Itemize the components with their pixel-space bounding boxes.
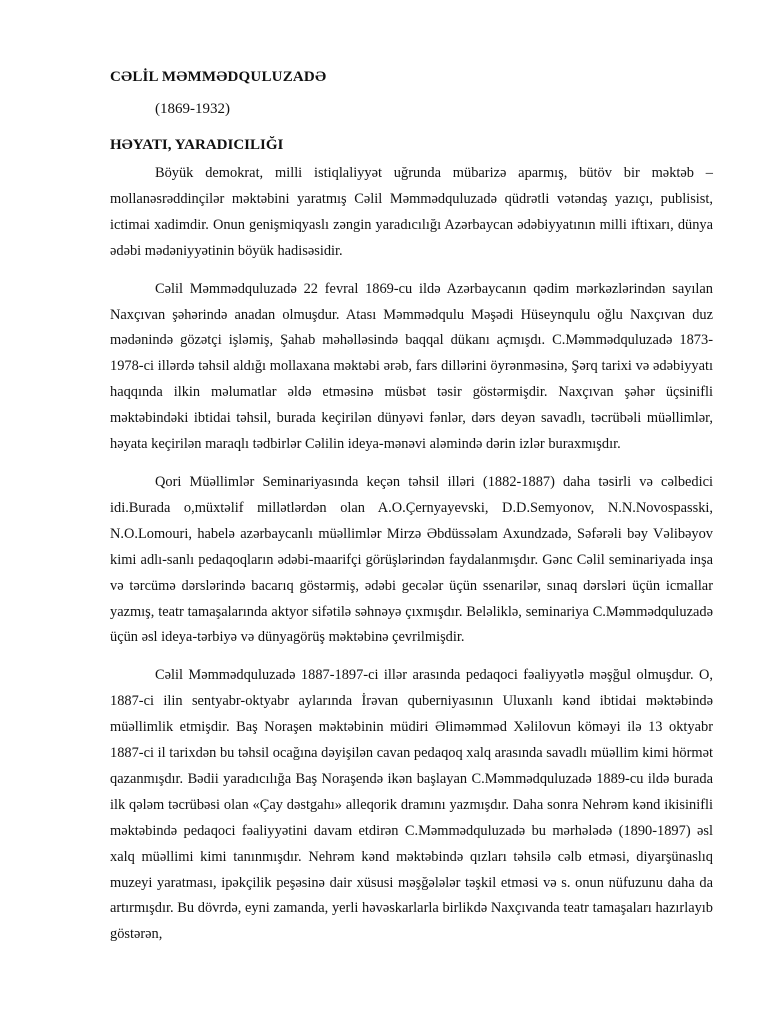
paragraph-seminary: Qori Müəllimlər Seminariyasında keçən təhsil illəri (1882-1887) daha təsirli və cəlbedici idi.Burada o,müxtəlif millətlərdən olan A.O.Çernyayevski, D.D.Semyonov, N.N.Novospasski, N.O.Lomouri, habelə azərbaycanlı müəllimlər Mirzə Əbdüssəlam Axundzadə, Səfərəli bəy Vəlibəyov kimi adlı-sanlı pedaqoqların ədəbi-maarifçi görüşlərindən faydalanmışdır. Gənc Cəlil seminariyada inşa və tərcümə dərslərində bacarıq göstərmiş, ədəbi gecələr üçün ssenarilər, sınaq dərsləri üçün icmallar yazmış, teatr tamaşalarında aktyor sifətilə səhnəyə çıxmışdır. Beləliklə, seminariya C.Məmmədquluzadə üçün əsl ideya-tərbiyə və dünyagörüş məktəbinə çevrilmişdir. (110, 473, 713, 646)
section-heading: HƏYATI, YARADICILIĞI (110, 137, 284, 153)
document-page (110, 60, 713, 960)
paragraph-birth: Cəlil Məmmədquluzadə 22 fevral 1869-cu ildə Azərbaycanın qədim mərkəzlərindən sayılan Naxçıvan şəhərində anadan olmuşdur. Atası Məmmədqulu Məşədi Hüseynqulu oğlu Naxçıvan duz mədənində gözətçi işləmiş, Şahab məhəlləsində baqqal dükanı açmışdı. C.Məmmədquluzadə 1873-1978-ci illərdə təhsil aldığı mollaxana məktəbi ərəb, fars dillərini öyrənməsinə, Şərq tarixi və ədəbiyyatı haqqında ilkin məlumatlar əldə etməsinə müsbət təsir göstərmişdir. Naxçıvan şəhər üçsinifli məktəbindəki ibtidai təhsil, burada keçirilən dünyəvi fənlər, dərs deyən savadlı, təcrübəli müəllimlər, həyata keçirilən maraqlı tədbirlər Cəlilin ideya-mənəvi aləmində dərin izlər buraxmışdır. (110, 280, 713, 453)
paragraph-intro: Böyük demokrat, milli istiqlaliyyət uğrunda mübarizə aparmış, bütöv bir məktəb – mollanəsrəddinçilər məktəbini yaratmış Cəlil Məmmədquluzadə qüdrətli vətəndaş yazıçı, publisist, ictimai xadimdir. Onun genişmiqyaslı zəngin yaradıcılığı Azərbaycan ədəbiyyatının milli iftixarı, dünya ədəbi mədəniyyətinin böyük hadisəsidir. (110, 165, 713, 259)
life-years: (1869-1932) (155, 101, 230, 117)
document-title: CƏLİL MƏMMƏDQULUZADƏ (110, 69, 327, 85)
paragraph-teaching: Cəlil Məmmədquluzadə 1887-1897-ci illər arasında pedaqoci fəaliyyətlə məşğul olmuşdur. O, 1887-ci ilin sentyabr-oktyabr aylarında İrəvan quberniyasının Uluxanlı kənd ibtidai məktəbində müəllimlik etmişdir. Baş Noraşen məktəbinin müdiri Əliməmməd Xəlilovun köməyi ilə 13 oktyabr 1887-ci il tarixdən bu təhsil ocağına dəyişilən cavan pedaqoq xalq arasında savadlı müəllim kimi hörmət qazanmışdır. Bədii yaradıcılığa Baş Noraşendə ikən başlayan C.Məmmədquluzadə 1889-cu ildə burada ilk qələm təcrübəsi olan «Çay dəstgahı» alleqorik dramını yazmışdır. Daha sonra Nehrəm kənd ikisinifli məktəbində pedaqoci fəaliyyətini davam etdirən C.Məmmədquluzadə bu mərhələdə (1890-1897) əsl xalq müəllimi kimi tanınmışdır. Nehrəm kənd məktəbində qızları təhsilə cəlb etməsi, diyarşünaslıq muzeyi yaratması, ipəkçilik peşəsinə dair xüsusi məşğələlər təşkil etməsi və s. onun nüfuzunu daha da artırmışdır. Bu dövrdə, eyni zamanda, yerli həvəskarlarla birlikdə Naxçıvanda teatr tamaşaları hazırlayıb göstərən, (110, 667, 713, 943)
